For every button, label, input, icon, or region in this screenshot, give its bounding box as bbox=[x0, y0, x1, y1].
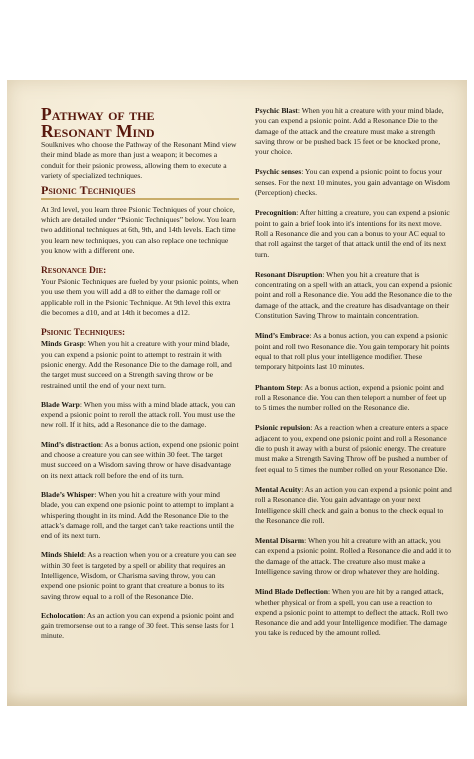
technique-entry bbox=[255, 587, 453, 638]
technique-entry bbox=[41, 440, 239, 481]
technique-text: : As a bonus action, you can expend a psionic point and roll two Resonance die. You gain temporary hit points equal to that roll plus your intelligence modifier. These temporary hitpoints last 10 minutes. bbox=[255, 331, 450, 372]
technique-name: Echolocation bbox=[41, 610, 84, 620]
technique-entry bbox=[255, 536, 453, 577]
technique-name: Psychic senses bbox=[255, 167, 302, 177]
technique-text: : As a reaction when a creature enters a space adjacent to you, expend one psionic point and roll a Resonance die to push it away with a burst of psionic energy. The creature must make a Strength Saving Throw off be pushed a number of feet equal to 5 times the number rolled on your Resonance Die. bbox=[255, 423, 449, 474]
technique-entry bbox=[255, 485, 453, 526]
page-footer-shade bbox=[7, 692, 467, 706]
technique-text: : As an action you can expend a psionic point and gain tremorsense out to a range of 30 feet. This sense lasts for 1 minute. bbox=[41, 610, 235, 641]
technique-text: : You can expend a psionic point to focus your senses. For the next 10 minutes, you gain advantage on Wisdom (Perception) checks. bbox=[255, 167, 450, 198]
technique-entry bbox=[41, 339, 239, 390]
document-page bbox=[7, 80, 467, 706]
technique-entry bbox=[255, 106, 453, 157]
technique-entry bbox=[41, 400, 239, 431]
technique-entry bbox=[41, 550, 239, 601]
left-column bbox=[41, 106, 239, 642]
technique-name: Minds Shield bbox=[41, 550, 84, 560]
technique-name: Blade Warp bbox=[41, 399, 80, 409]
technique-name: Blade’s Whisper bbox=[41, 489, 95, 499]
technique-text: : When you are hit by a ranged attack, whether physical or from a spell, you can use a reaction to expend a psionic point to attempt to deflect the attack. Roll two Resonance die and add your Intelligence modifier. The damage you take is reduced by the amount rolled. bbox=[255, 587, 448, 638]
technique-text: : When you hit a creature with your mind blade, you can expend a psionic point to attempt to restrain it with psionic energy. Add the Resonance Die to the damage roll, and the target must succeed on a Strength saving throw or be restrained until the end of your next turn. bbox=[41, 339, 232, 390]
technique-text: : As a bonus action, expend one psionic point and choose a creature you can see within 30 feet. The target must succeed on a Wisdom saving throw or have disadvantage on its next attack roll before the end of its turn. bbox=[41, 439, 239, 480]
technique-text: : When you miss with a mind blade attack, you can expend a psionic point to reroll the attack roll. You must use the new roll. If it hits, add a Resonance die to the damage. bbox=[41, 399, 236, 430]
technique-entry bbox=[41, 611, 239, 642]
technique-entry bbox=[41, 490, 239, 541]
technique-text: : As a bonus action, expend a psionic point and roll a Resonance die. You can then teleport a number of feet up to 5 times the number rolled on the Resonance die. bbox=[255, 382, 447, 413]
technique-name: Resonant Disruption bbox=[255, 269, 323, 279]
technique-name: Precognition bbox=[255, 208, 297, 218]
technique-text: : When you hit a creature with your mind blade, you can expend a psionic point. Add a Resonance Die to the damage of the attack and the creature must make a strength saving throw or be pushed back 15 feet or be knocked prone, your choice. bbox=[255, 106, 444, 157]
page-title bbox=[41, 106, 239, 140]
technique-entry bbox=[255, 167, 453, 198]
title-line-1: Pathway of the bbox=[41, 104, 155, 124]
techniques-list-heading: Psionic Techniques: bbox=[41, 328, 126, 339]
technique-name: Phantom Step bbox=[255, 382, 301, 392]
resonance-die-heading: Resonance Die: bbox=[41, 266, 107, 277]
technique-entry bbox=[255, 383, 453, 414]
technique-name: Mental Acuity bbox=[255, 484, 302, 494]
psionic-techniques-heading: Psionic Techniques bbox=[41, 183, 136, 198]
technique-name: Psychic Blast bbox=[255, 106, 298, 115]
heading-rule bbox=[41, 198, 239, 200]
resonance-die-paragraph: Your Psionic Techniques are fueled by your psionic points, when you use them you will add a d8 to either the damage roll or applicable roll in the Psionic Technique. At 9th level this extra die becomes a d10, and at 14th it becomes a d12. bbox=[41, 277, 239, 318]
right-column bbox=[255, 106, 453, 639]
technique-name: Minds Grasp bbox=[41, 339, 84, 349]
technique-text: : When you hit a creature with an attack, you can expend a psionic point. Rolled a Resonance die and add it to the damage of the attack. The creature also must make a Intelligence saving throw or drop whatever they are holding. bbox=[255, 536, 451, 576]
technique-text: : After hitting a creature, you can expend a psionic point to gain a brief look into it's intentions for its next move. Roll a Resonance die and you can a bonus to your AC equal to that roll against the target of that attack until the end of its next turn. bbox=[255, 208, 450, 259]
technique-entry bbox=[255, 270, 453, 321]
technique-name: Mind’s distraction bbox=[41, 439, 101, 449]
technique-name: Mind’s Embrace bbox=[255, 331, 310, 341]
psionic-techniques-paragraph: At 3rd level, you learn three Psionic Techniques of your choice, which are detailed under “Psionic Techniques” below. You learn two additional techniques at 6th, 9th, and 14th levels. Each time you learn new techniques, you can also replace one technique you know with a different one. bbox=[41, 204, 236, 255]
technique-text: : When you hit a creature with your mind blade, you can expend one psionic point to attempt to implant a whispering thought in its mind. Add the Resonance Die to the attack’s damage roll, and the target can't take reactions until the end of its next turn. bbox=[41, 489, 234, 541]
intro-paragraph: Soulknives who choose the Pathway of the Resonant Mind view their mind blade as more than just a weapon; it becomes a conduit for their psionic prowess, allowing them to execute a variety of specialized techniques. bbox=[41, 140, 237, 180]
technique-entry bbox=[255, 423, 453, 474]
technique-text: : As a reaction when you or a creature you can see within 30 feet is targeted by a spell or ability that requires an Intelligence, Wisdom, or Charisma saving throw, you can expend one psionic point to grant that creature a bonus to its saving throw equal to a roll of the Resonance Die. bbox=[41, 550, 237, 601]
technique-name: Mind Blade Deflection bbox=[255, 587, 328, 597]
technique-name: Mental Disarm bbox=[255, 536, 305, 546]
technique-entry bbox=[255, 208, 453, 259]
title-line-2: Resonant Mind bbox=[41, 121, 155, 141]
left-technique-list bbox=[41, 339, 239, 641]
technique-entry bbox=[255, 331, 453, 372]
technique-text: : When you hit a creature that is concentrating on a spell with an attack, you can expend a psionic point and roll a Resonance die. You add the Resonance die to the damage of the attack, and the creature has disadvantage on their Constitution Saving Throw to maintain concentration. bbox=[255, 269, 453, 321]
technique-text: : As an action you can expend a psionic point and roll a Resonance die. You gain advantage on your next Intelligence skill check and gain a bonus to the check equal to the Resonance die roll. bbox=[255, 484, 452, 525]
technique-name: Psionic repulsion bbox=[255, 423, 311, 433]
